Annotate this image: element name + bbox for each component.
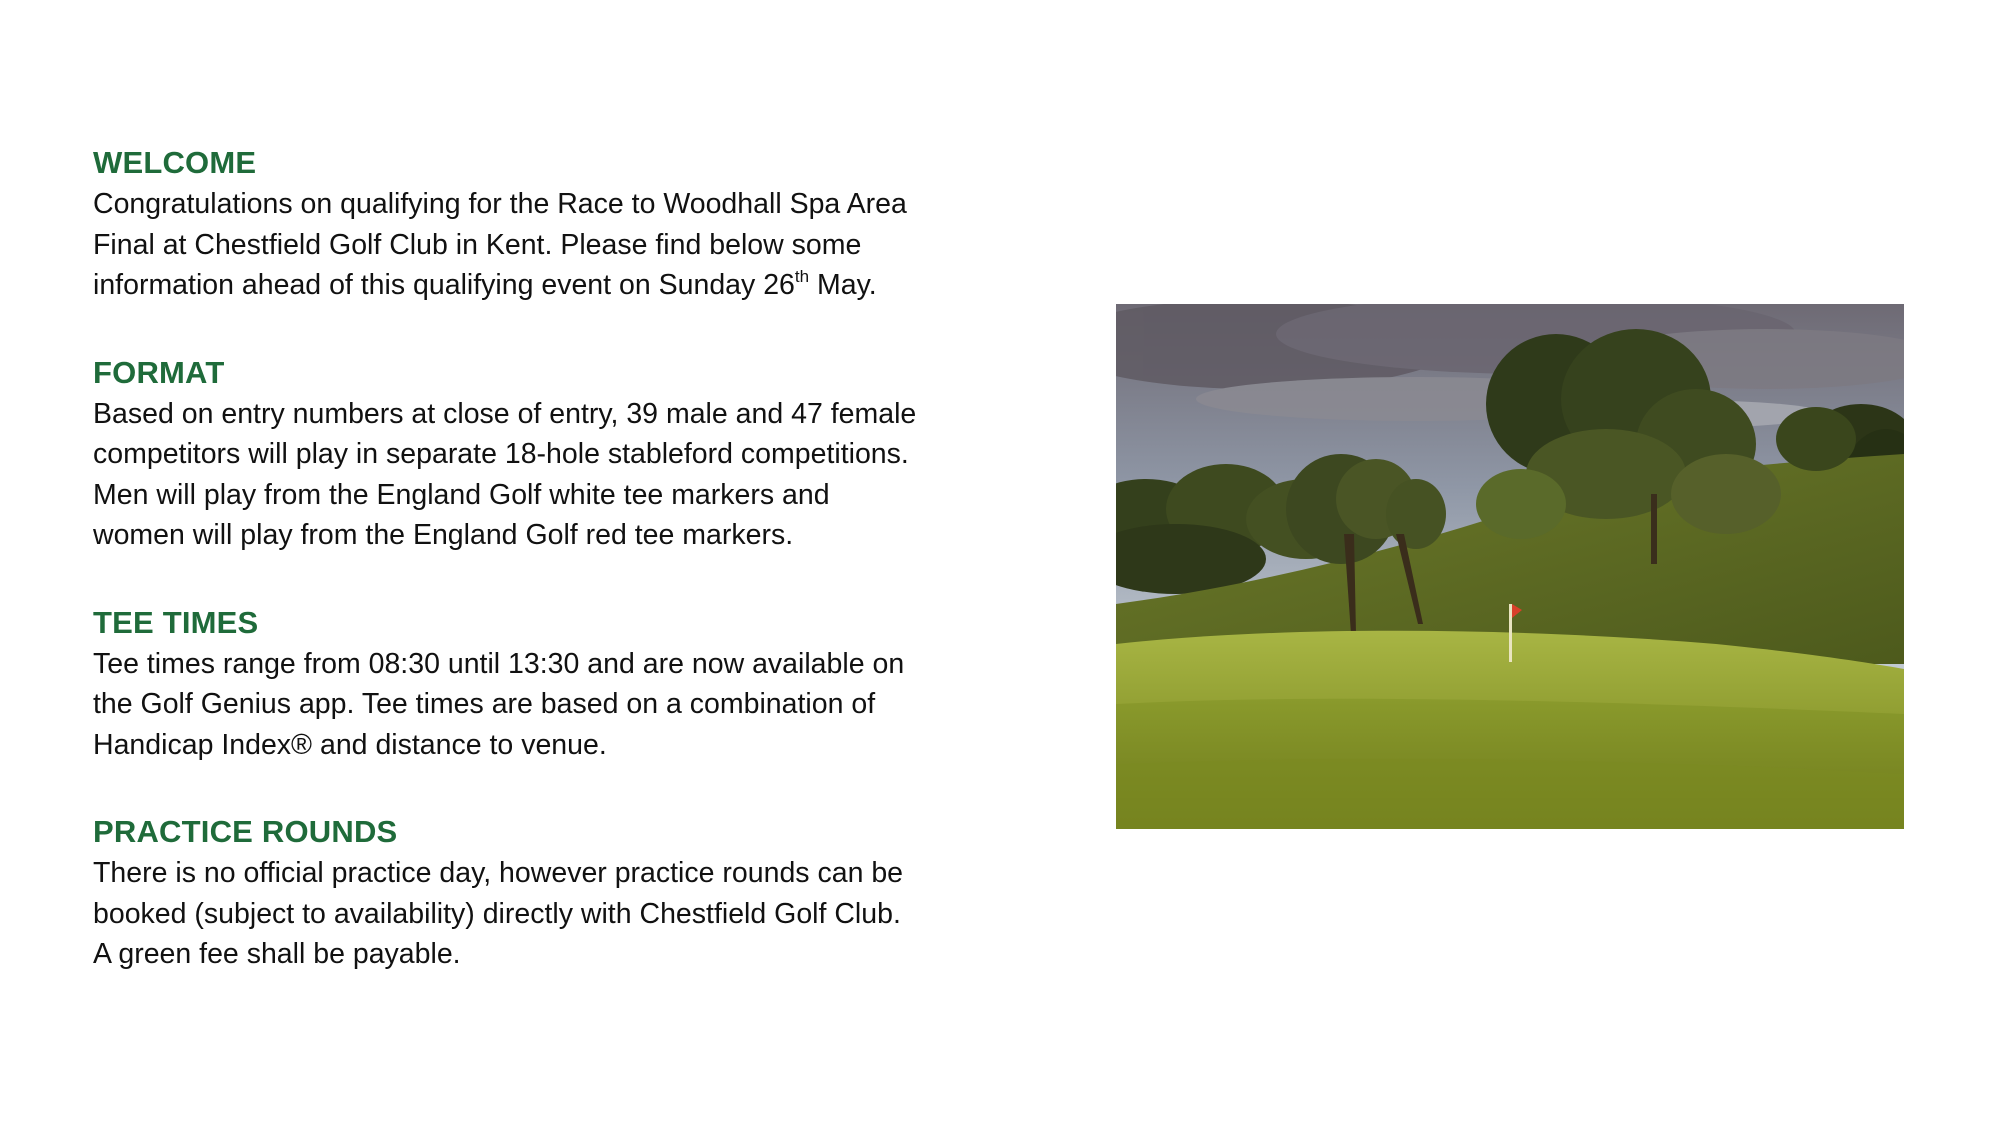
- format-heading: FORMAT: [93, 354, 225, 390]
- welcome-body: [93, 184, 1053, 306]
- ordinal-suffix: th: [794, 266, 810, 286]
- section-format: [93, 352, 1053, 556]
- practice-rounds-heading: PRACTICE ROUNDS: [93, 814, 398, 849]
- tee-times-line: Handicap Index® and distance to venue.: [93, 728, 607, 761]
- welcome-line: Final at Chestfield Golf Club in Kent. Please find below some: [93, 228, 862, 261]
- welcome-line: [93, 265, 1053, 306]
- section-practice-rounds: [93, 811, 1053, 975]
- content-column: [93, 142, 1053, 1021]
- golf-course-photo: [1116, 304, 1904, 829]
- practice-rounds-body: [93, 853, 1053, 975]
- format-line: Based on entry numbers at close of entry, 39 male and 47 female: [93, 397, 917, 430]
- section-tee-times: [93, 602, 1053, 766]
- tee-times-line: the Golf Genius app. Tee times are based on a combination of: [93, 688, 876, 720]
- practice-rounds-line: booked (subject to availability) directly with Chestfield Golf Club.: [93, 897, 901, 930]
- welcome-heading: WELCOME: [93, 145, 257, 180]
- practice-rounds-line: A green fee shall be payable.: [93, 938, 461, 970]
- tee-times-body: [93, 644, 1053, 766]
- format-line: competitors will play in separate 18-hole stableford competitions.: [93, 438, 909, 470]
- welcome-line: Congratulations on qualifying for the Race to Woodhall Spa Area: [93, 188, 907, 220]
- welcome-line-text: information ahead of this qualifying event on Sunday 26: [93, 269, 795, 301]
- golf-course-illustration: [1116, 304, 1904, 829]
- practice-rounds-line: There is no official practice day, however practice rounds can be: [93, 857, 904, 889]
- format-line: Men will play from the England Golf white tee markers and: [93, 478, 830, 511]
- section-welcome: [93, 142, 1053, 306]
- tee-times-heading: TEE TIMES: [93, 604, 259, 640]
- format-line: women will play from the England Golf red tee markers.: [93, 519, 794, 551]
- fairway-stripe: [1116, 759, 1904, 829]
- tee-times-line: Tee times range from 08:30 until 13:30 and are now available on: [93, 647, 905, 680]
- format-body: [93, 394, 1053, 556]
- welcome-line-text: May.: [809, 269, 877, 301]
